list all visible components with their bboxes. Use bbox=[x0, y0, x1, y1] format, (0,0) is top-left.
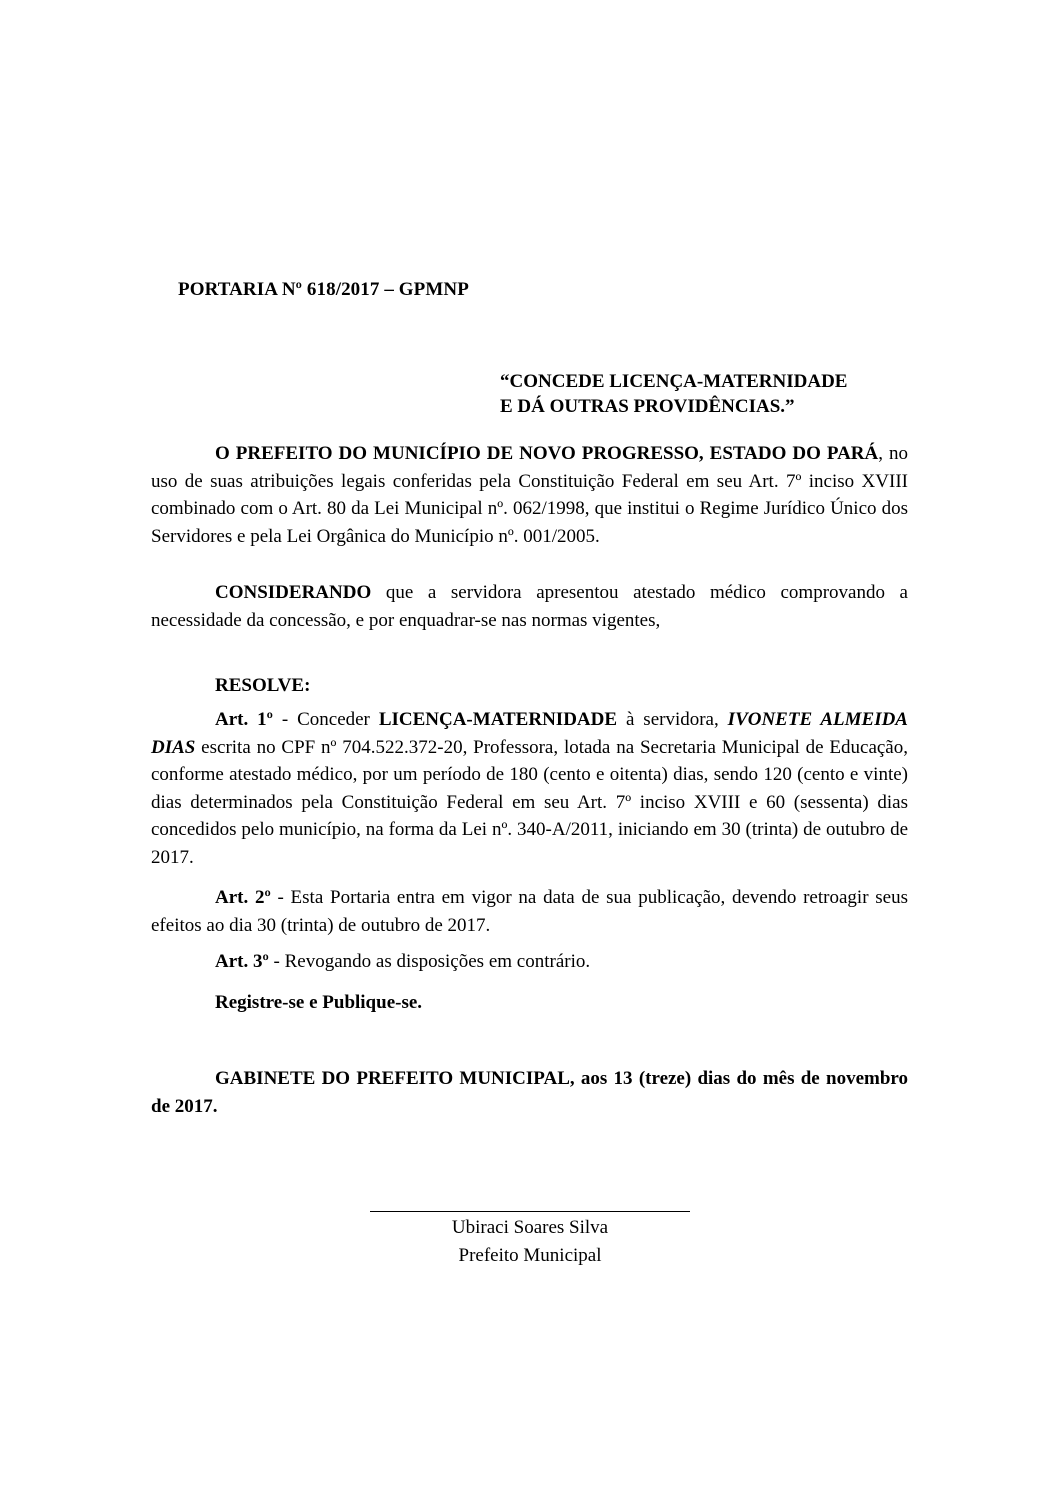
article-2-label: Art. 2º bbox=[215, 887, 271, 908]
registre-publique: Registre-se e Publique-se. bbox=[215, 992, 423, 1013]
considerando-paragraph bbox=[151, 579, 908, 634]
article-1-text-a: - Conceder bbox=[272, 709, 379, 730]
article-3-text: - Revogando as disposições em contrário. bbox=[268, 951, 591, 972]
considerando-bold-lead: CONSIDERANDO bbox=[215, 582, 372, 603]
article-3-label: Art. 3º bbox=[215, 951, 269, 972]
preamble-text: , no uso de suas atribuições legais conferidas pela Constituição Federal em seu Art. 7º inciso XVIII combinado com o Art. 80 da Lei Municipal nº. 062/1998, que institui o Regime Jurídico Único dos Servidores e pela Lei Orgânica do Município nº. 001/2005. bbox=[151, 443, 908, 547]
article-1-text-b: à servidora, bbox=[617, 709, 728, 730]
preamble-bold-lead: O PREFEITO DO MUNICÍPIO DE NOVO PROGRESSO, ESTADO DO PARÁ bbox=[215, 443, 879, 464]
ementa-line-2: E DÁ OUTRAS PROVIDÊNCIAS.” bbox=[500, 396, 795, 417]
signatory-name: Ubiraci Soares Silva bbox=[451, 1217, 609, 1238]
signature-line bbox=[370, 1211, 690, 1212]
signatory-role: Prefeito Municipal bbox=[458, 1245, 602, 1266]
article-1-text-c: escrita no CPF nº 704.522.372-20, Professora, lotada na Secretaria Municipal de Educação, conforme atestado médico, por um período de 180 (cento e oitenta) dias, sendo 120 (cento e vinte) dias determinados pela Constituição Federal em seu Art. 7º inciso XVIII e 60 (sessenta) dias concedidos pelo município, na forma da Lei nº. 340-A/2011, iniciando em 30 (trinta) de outubro de 2017. bbox=[151, 736, 908, 868]
article-2-text: - Esta Portaria entra em vigor na data de sua publicação, devendo retroagir seus efeitos ao dia 30 (trinta) de outubro de 2017. bbox=[151, 887, 908, 936]
ementa bbox=[500, 369, 920, 419]
article-1-employee-name: IVONETE ALMEIDA DIAS bbox=[151, 709, 908, 758]
article-2-paragraph bbox=[151, 884, 908, 939]
gabinete-paragraph bbox=[151, 1065, 908, 1120]
considerando-text: que a servidora apresentou atestado médico comprovando a necessidade da concessão, e por enquadrar-se nas normas vigentes, bbox=[151, 582, 908, 631]
ementa-line-1: “CONCEDE LICENÇA-MATERNIDADE bbox=[500, 371, 848, 392]
article-3-paragraph bbox=[215, 951, 590, 973]
document-title: PORTARIA Nº 618/2017 – GPMNP bbox=[178, 279, 469, 300]
resolve-heading: RESOLVE: bbox=[215, 675, 311, 696]
gabinete-text: GABINETE DO PREFEITO MUNICIPAL, aos 13 (treze) dias do mês de novembro de 2017. bbox=[151, 1068, 908, 1117]
article-1-label: Art. 1º bbox=[215, 709, 273, 730]
article-1-bold-term: LICENÇA-MATERNIDADE bbox=[378, 709, 618, 730]
preamble-paragraph bbox=[151, 440, 908, 550]
article-1-paragraph bbox=[151, 706, 908, 872]
